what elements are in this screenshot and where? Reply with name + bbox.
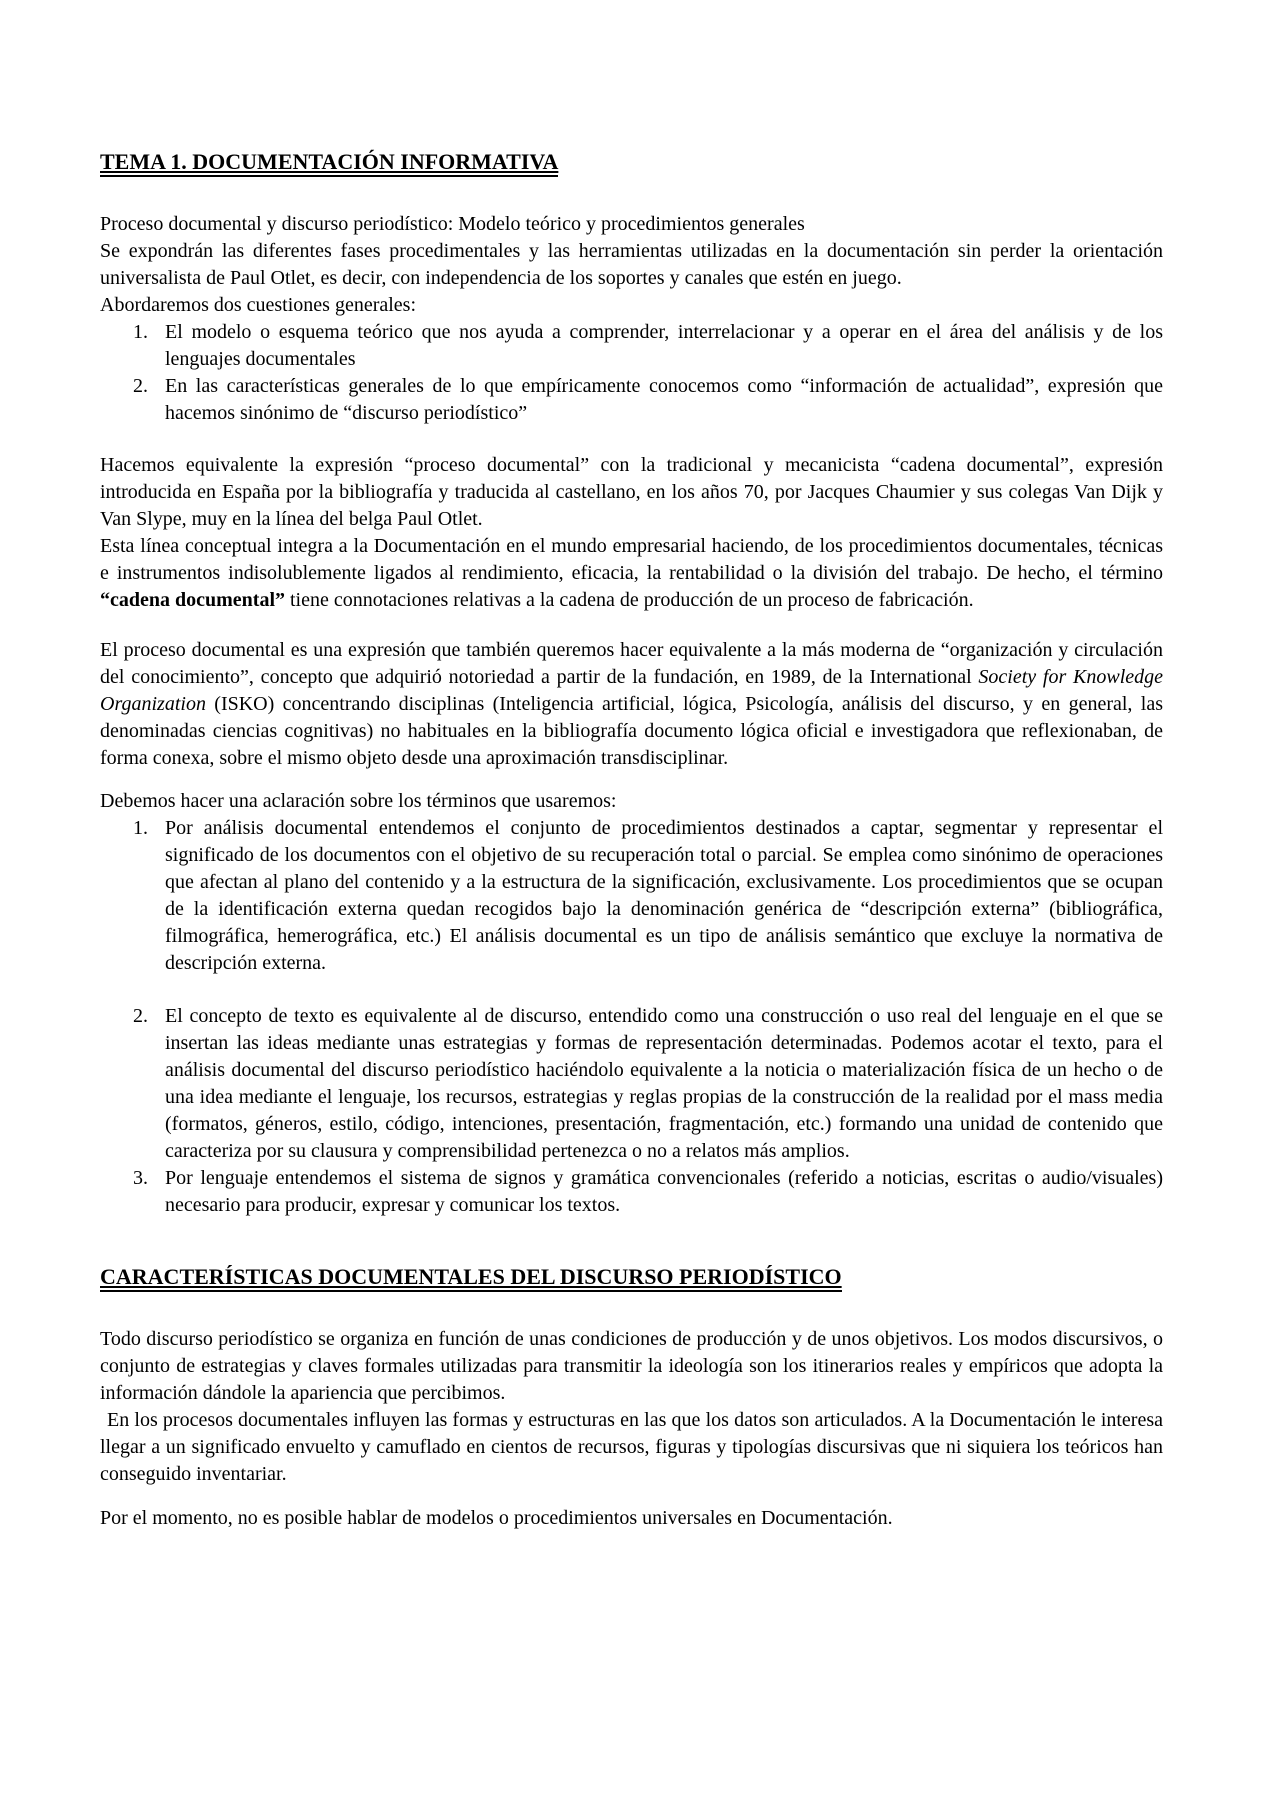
list-item-text: Por análisis documental entendemos el conjunto de procedimientos destinados a captar, segmentar y representar el significado de los documentos con el objetivo de su recuperación total o parcial. Se emplea como sinónimo de operaciones que afectan al plano del contenido y a la estructura de la significación, exclusivamente. Los procedimientos que se ocupan de la identificación externa quedan recogidos bajo la denominación genérica de “descripción externa” (bibliográfica, filmográfica, hemerográfica, etc.) El análisis documental es un tipo de análisis semántico que excluye la normativa de descripción externa. — [165, 817, 1163, 974]
isko-paragraph — [100, 637, 1163, 772]
cadena-documental-paragraph — [100, 452, 1163, 614]
discurso-part1: Todo discurso periodístico se organiza en función de unas condiciones de producción y de unos objetivos. Los modos discursivos, o conjunto de estrategias y claves formales utilizadas para transmitir la ideología son los itinerarios reales y empíricos que adopta la información dándole la apariencia que percibimos. — [100, 1328, 1163, 1404]
list-item-text: El modelo o esquema teórico que nos ayuda a comprender, interrelacionar y a operar en el área del análisis y de los lenguajes documentales — [165, 321, 1163, 370]
list-item — [100, 373, 1163, 427]
intro-body-text: Se expondrán las diferentes fases procedimentales y las herramientas utilizadas en la documentación sin perder la orientación universalista de Paul Otlet, es decir, con independencia de los soportes y canales que estén en juego. — [100, 240, 1163, 289]
isko-before: El proceso documental es una expresión que también queremos hacer equivalente a la más moderna de “organización y circulación del conocimiento”, concepto que adquirió notoriedad a partir de la fundación, en 1989, de la International — [100, 639, 1163, 688]
cadena-documental-bold: “cadena documental” — [100, 589, 285, 611]
closing-line: Por el momento, no es posible hablar de modelos o procedimientos universales en Documentación. — [100, 1507, 893, 1529]
intro-subject-line: Proceso documental y discurso periodístico: Modelo teórico y procedimientos generales — [100, 213, 805, 235]
terms-intro-line: Debemos hacer una aclaración sobre los términos que usaremos: — [100, 790, 617, 812]
discurso-paragraph — [100, 1326, 1163, 1488]
discurso-part2: En los procesos documentales influyen las formas y estructuras en las que los datos son articulados. A la Documentación le interesa llegar a un significado envuelto y camuflado en cientos de recursos, figuras y tipologías discursivas que ni siquiera los teóricos han conseguido inventariar. — [100, 1409, 1163, 1485]
intro-lead-in: Abordaremos dos cuestiones generales: — [100, 294, 417, 316]
cadena-part2-after: tiene connotaciones relativas a la cadena de producción de un proceso de fabricación. — [285, 589, 974, 611]
section-heading-caracteristicas — [100, 1263, 1163, 1292]
section-heading-tema1 — [100, 148, 1163, 177]
tema1-heading-text: TEMA 1. DOCUMENTACIÓN INFORMATIVA — [100, 149, 558, 177]
list-item-number: 2. — [133, 1005, 148, 1027]
caracteristicas-heading-text: CARACTERÍSTICAS DOCUMENTALES DEL DISCURSO PERIODÍSTICO — [100, 1264, 842, 1292]
list-item-number: 1. — [133, 321, 148, 343]
terms-definition-list — [100, 815, 1163, 1219]
isko-society-italic: Society for Knowledge Organization — [100, 666, 1163, 715]
list-item-text: El concepto de texto es equivalente al de discurso, entendido como una construcción o uso real del lenguaje en el que se insertan las ideas mediante unas estrategias y formas de representación determinadas. Podemos acotar el texto, para el análisis documental del discurso periodístico haciéndolo equivalente a la noticia o materialización física de un hecho o de una idea mediante el lenguaje, los recursos, estrategias y reglas propias de la construcción de la realidad por el mass media (formatos, géneros, estilo, código, intenciones, presentación, fragmentación, etc.) formando una unidad de contenido que caracteriza por su clausura y comprensibilidad pertenezca o no a relatos más amplios. — [165, 1005, 1163, 1162]
list-item — [100, 815, 1163, 977]
cadena-part2 — [100, 533, 1163, 614]
list-item-number: 2. — [133, 375, 148, 397]
cadena-part2-before: Esta línea conceptual integra a la Documentación en el mundo empresarial haciendo, de los procedimientos documentales, técnicas e instrumentos indisolublemente ligados al rendimiento, eficacia, la rentabilidad o la división del trabajo. De hecho, el término — [100, 535, 1163, 584]
list-item-text: Por lenguaje entendemos el sistema de signos y gramática convencionales (referido a noticias, escritas o audio/visuales) necesario para producir, expresar y comunicar los textos. — [165, 1167, 1163, 1216]
cadena-part1: Hacemos equivalente la expresión “proceso documental” con la tradicional y mecanicista “cadena documental”, expresión introducida en España por la bibliografía y traducida al castellano, en los años 70, por Jacques Chaumier y sus colegas Van Dijk y Van Slype, muy en la línea del belga Paul Otlet. — [100, 454, 1163, 530]
intro-paragraph — [100, 211, 1163, 319]
general-questions-list — [100, 319, 1163, 427]
list-item — [100, 1165, 1163, 1219]
list-item — [100, 319, 1163, 373]
list-item — [100, 1003, 1163, 1165]
isko-after: (ISKO) concentrando disciplinas (Inteligencia artificial, lógica, Psicología, análisis del discurso, y en general, las denominadas ciencias cognitivas) no habituales en la bibliografía documento lógica oficial e investigadora que reflexionaban, de forma conexa, sobre el mismo objeto desde una aproximación transdisciplinar. — [100, 693, 1163, 769]
list-item-number: 3. — [133, 1167, 148, 1189]
list-item-text: En las características generales de lo que empíricamente conocemos como “información de actualidad”, expresión que hacemos sinónimo de “discurso periodístico” — [165, 375, 1163, 424]
list-item-number: 1. — [133, 817, 148, 839]
